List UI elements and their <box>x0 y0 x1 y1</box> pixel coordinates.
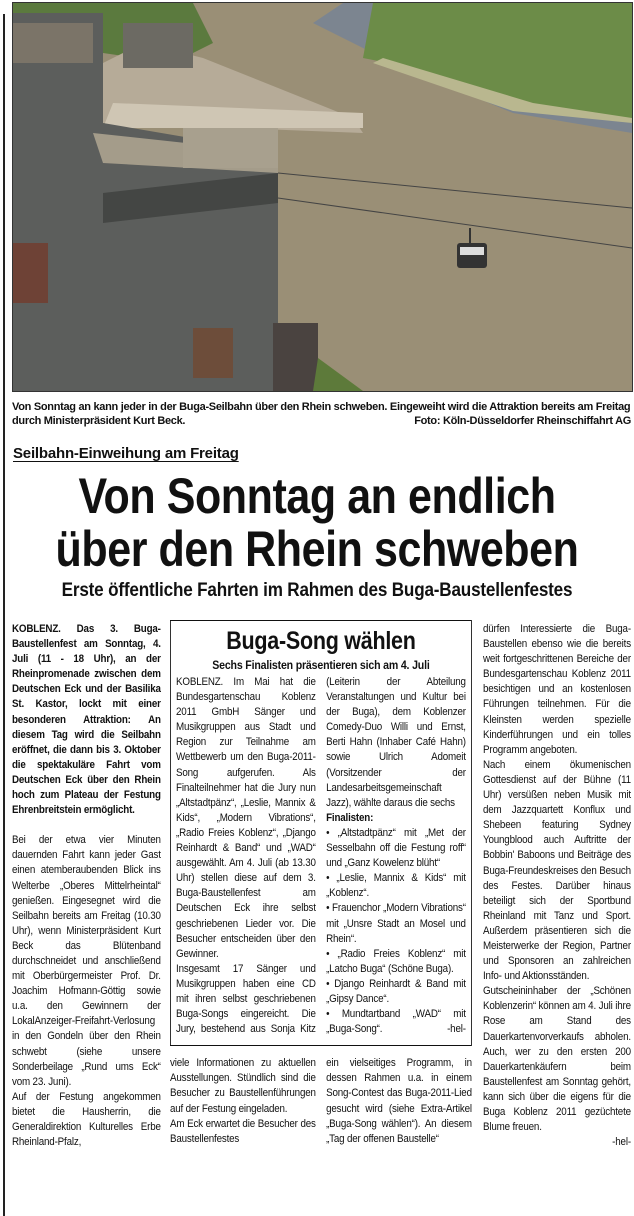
box-signature: -hel- <box>447 1023 466 1036</box>
article-paragraph: viele Informationen zu aktuellen Ausstellungen. Stündlich sind die Besucher zu Baustellenführungen auf der Festung eingeladen. <box>170 1057 316 1115</box>
article-kicker: Seilbahn-Einweihung am Freitag <box>13 445 239 462</box>
photo-credit: Foto: Köln-Düsseldorfer Rheinschiffahrt AG <box>414 415 631 427</box>
article-headline <box>0 470 634 576</box>
article-signature: -hel- <box>612 1136 631 1149</box>
column-rule <box>3 14 5 1216</box>
headline-line-1: Von Sonntag an endlich <box>78 468 556 524</box>
article-paragraph: Auf der Festung angekommen bietet die Hausherrin, die Generaldirektion Kulturelles Erbe Rheinland-Pfalz, <box>12 1090 161 1149</box>
article-column-3 <box>326 1056 472 1147</box>
box-body <box>176 675 466 1037</box>
box-paragraph: Insgesamt 17 Sänger und Musikgruppen haben eine CD mit ihren selbst geschriebenen Buga-Songs eingereicht. Die Jury, bestehend aus Sonja Kitz (Leiterin der Abteilung Veranstaltungen und Kultur bei der Buga), dem Koblenzer Comedy-Duo Willi und Ernst, Berti Hahn (Inhaber Café Hahn) sowie Ulrich Adomeit (Vorsitzender der Landesarbeitsgemeinschaft Jazz), wählte daraus die sechs <box>176 676 466 1036</box>
finalist-item: • „Radio Freies Koblenz“ mit „Latcho Buga“ (Schöne Buga). <box>326 947 466 975</box>
article-paragraph: dürfen Interessierte die Buga-Baustellen ebenso wie die bereits weit fortgeschrittenen Bereiche der Bundesgartenschau Koblenz 2011 besichtigen und an kostenlosen Führungen teilnehmen. Für die Kleinsten werden spezielle Kinderführungen und ein tolles Programm angeboten. <box>483 623 631 756</box>
article-subtitle: Erste öffentliche Fahrten im Rahmen des Buga-Baustellenfestes <box>61 580 573 601</box>
article-photo-cable-car-over-rhine <box>12 2 633 392</box>
finalist-item: • Mundtartband „WAD“ mit „Buga-Song“. <box>326 1008 466 1036</box>
finalist-item: • „Leslie, Mannix & Kids“ mit „Koblenz“. <box>326 872 466 900</box>
article-column-4 <box>483 622 631 1150</box>
caption-text: Von Sonntag an kann jeder in der Buga-Seilbahn über den Rhein schweben. Eingeweiht wird die Attraktion bereits am Freitag durch Ministerpräsident Kurt Beck. <box>12 401 631 427</box>
article-paragraph: ein vielseitiges Programm, in dessen Rahmen u.a. in einem Song-Contest das Buga-2011-Lied gesucht wird (siehe Extra-Artikel „Buga-Song wählen“). An diesem „Tag der offenen Baustelle“ <box>326 1057 472 1145</box>
finalists-label: Finalisten: <box>326 811 374 824</box>
photo-caption <box>12 400 631 428</box>
lower-columns <box>170 1056 472 1147</box>
article-paragraph: Am Eck erwartet die Besucher des Baustellenfestes <box>170 1117 316 1145</box>
headline-line-2: über den Rhein schweben <box>55 521 579 577</box>
article-lead: KOBLENZ. Das 3. Buga-Baustellenfest am Sonntag, 4. Juli (11 - 18 Uhr), an der Rheinpromenade zwischen dem Deutschen Eck und der Basilika St. Kastor, lockt mit einer besonderen Attraktion: An diesem Tag wird die Seilbahn eröffnet, die dann bis 3. Oktober die spektakuläre Fahrt vom Deutschen Eck über den Rhein hoch zum Plateau der Festung Ehrenbreitstein ermöglicht. <box>12 623 161 817</box>
article-paragraph: Gutscheininhaber der „Schönen Koblenzerin“ können am 4. Juli ihre Rose am Stand des Dauerkartenvorverkaufs abholen. Auch, wer zu den ersten 200 Dauerkartenkäufern beim Baustellenfest am Sonntag gehört, kann sich über die eigens für die Buga Koblenz 2011 gezüchtete Blume freuen. <box>483 985 631 1134</box>
article-paragraph: Nach einem ökumenischen Gottesdienst auf der Bühne (11 Uhr) versüßen neben Musik mit dem Jazzquartett Konflux und Shebeen featuring Sydney Youngblood auch Auftritte der Bobbin' Baboons und Beiträge des Buga-Freundeskreises den Besuch des Festes. Darüber hinaus beteiligt sich der Sportbund Rheinland mit Tanz und Sport. Außerdem präsentieren sich die Meisterwerke der Region, Partner und Sponsoren an zahlreichen Info- und Aktionsständen. <box>483 758 631 983</box>
box-subtitle: Sechs Finalisten präsentieren sich am 4. Juli <box>212 658 430 672</box>
article-column-1 <box>12 622 161 1150</box>
middle-section <box>170 620 472 1147</box>
finalist-item: • Django Reinhardt & Band mit „Gipsy Dance“. <box>326 977 466 1005</box>
box-title: Buga-Song wählen <box>226 627 416 655</box>
finalist-item: • „Altstadtpänz“ mit „Met der Sesselbahn off die Festung roff“ und „Ganz Kowelenz blüht“ <box>326 826 466 870</box>
article-paragraph: Bei der etwa vier Minuten dauernden Fahrt kann jeder Gast einen atemberaubenden Blick ins Welterbe „Oberes Mittelrheintal“ genießen. Eingesegnet wird die Seilbahn bereits am Freitag (10.30 Uhr), wenn Ministerpräsident Kurt Beck das Blütenband durchschneidet und anschließend mit Oberbürgermeister Prof. Dr. Joachim Hofmann-Göttig sowie u.a. den Gewinnern der LokalAnzeiger-Freifahrt-Verlosung in den Gondeln über den Rhein schwebt (siehe unsere Sonderbeilage „Rund ums Eck“ vom 23. Juni). <box>12 834 161 1088</box>
article-column-2 <box>170 1056 316 1147</box>
finalist-item: • Frauenchor „Modern Vibrations“ mit „Unsre Stadt an Mosel und Rhein“. <box>326 902 466 945</box>
photo-illustration <box>13 3 632 391</box>
box-paragraph: KOBLENZ. Im Mai hat die Bundesgartenschau Koblenz 2011 GmbH Sänger und Musikgruppen aus Stadt und Region zur Teilnahme am Wettbewerb um den Buga-2011-Song aufgerufen. Als Finalteilnehmer hat die Jury nun „Altstadtpänz“, „Leslie, Mannix & Kids“, „Modern Vibrations“, „Radio Freies Koblenz“, „Django Reinhardt & Band“ und „WAD“ ausgewählt. Am 4. Juli (ab 13.30 Uhr) stellen diese auf dem 3. Buga-Baustellenfest am Deutschen Eck ihre selbst geschriebenen Lieder vor. Die Besucher entscheiden über den Gewinner. <box>176 676 316 960</box>
sidebar-box-buga-song <box>170 620 472 1046</box>
